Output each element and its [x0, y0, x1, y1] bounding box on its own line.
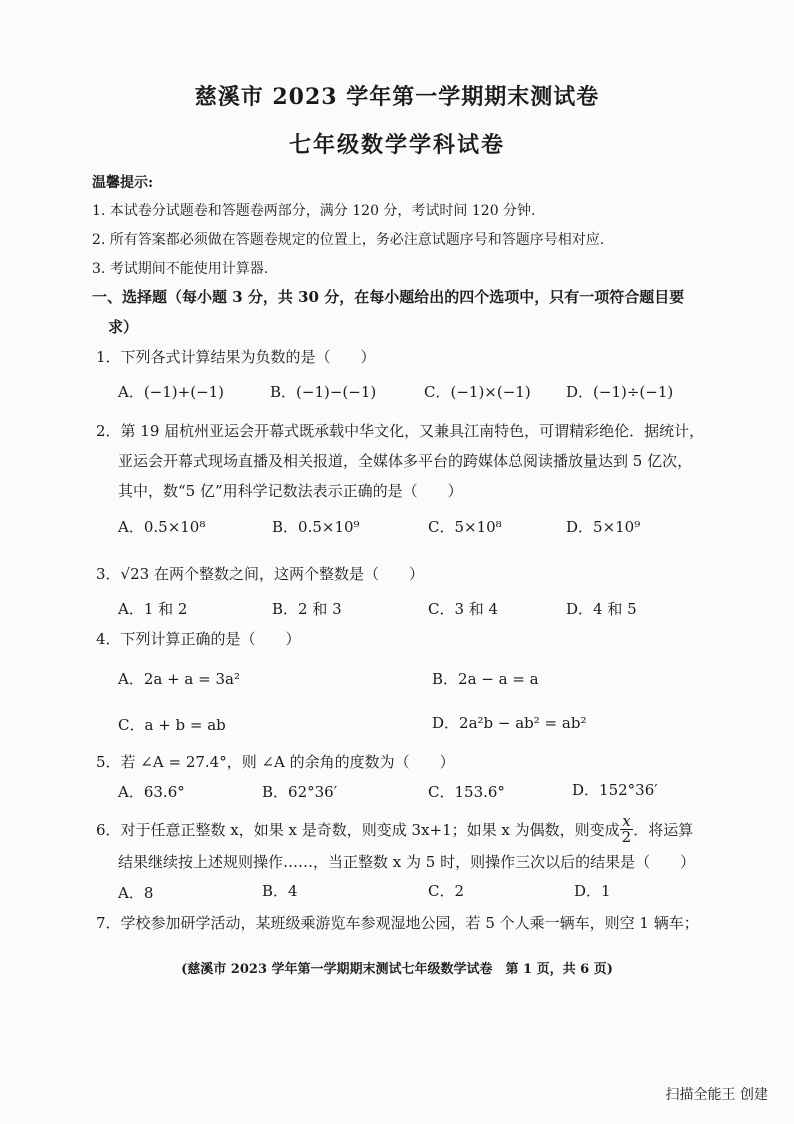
question-5-stem: 5．若 ∠A = 27.4°，则 ∠A 的余角的度数为（ ）: [96, 753, 455, 771]
q1-option-c: C．(−1)×(−1): [424, 383, 531, 401]
q2-option-b: B．0.5×10⁹: [272, 518, 360, 536]
question-6-stem: [96, 814, 693, 845]
q4-option-d: D．2a²b − ab² = ab²: [432, 714, 587, 732]
q2-option-c: C．5×10⁸: [428, 518, 502, 536]
question-2-stem-cont: 其中，数“5 亿”用科学记数法表示正确的是（ ）: [118, 482, 463, 500]
page-footer: (慈溪市 2023 学年第一学期期末测试七年级数学试卷 第 1 页，共 6 页): [181, 962, 613, 977]
q6-option-c: C．2: [428, 882, 465, 900]
fraction-denominator: 2: [621, 828, 632, 846]
question-3-stem: 3．√23 在两个整数之间，这两个整数是（ ）: [96, 565, 424, 583]
q6-stem-part1: 6．对于任意正整数 x，如果 x 是奇数，则变成 3x+1；如果 x 为偶数，则变成: [96, 821, 620, 839]
q1-option-a: A．(−1)+(−1): [118, 383, 225, 401]
question-2-stem-cont: 亚运会开幕式现场直播及相关报道，全媒体多平台的跨媒体总阅读播放量达到 5 亿次，: [118, 452, 693, 470]
q5-option-c: C．153.6°: [428, 783, 505, 801]
tip-item: 2. 所有答案都必须做在答题卷规定的位置上，务必注意试题序号和答题序号相对应.: [92, 232, 605, 248]
q1-option-d: D．(−1)÷(−1): [566, 383, 674, 401]
tips-heading: 温馨提示:: [92, 175, 154, 191]
section-heading: 一、选择题（每小题 3 分，共 30 分，在每小题给出的四个选项中，只有一项符合题目要: [92, 288, 685, 306]
q5-option-a: A．63.6°: [118, 783, 185, 801]
question-7-stem: 7．学校参加研学活动，某班级乘游览车参观湿地公园，若 5 个人乘一辆车，则空 1 辆车；: [96, 914, 699, 932]
question-2-stem: 2．第 19 届杭州亚运会开幕式既承载中华文化，又兼具江南特色，可谓精彩绝伦．据统计，: [96, 422, 705, 440]
q6-option-d: D．1: [574, 882, 611, 900]
q3-option-c: C．3 和 4: [428, 600, 499, 618]
exam-subtitle: 七年级数学学科试卷: [288, 132, 505, 158]
scanner-watermark: 扫描全能王 创建: [665, 1087, 768, 1103]
question-1-stem: 1．下列各式计算结果为负数的是（ ）: [96, 348, 376, 366]
section-heading-cont: 求）: [108, 318, 139, 336]
fraction-numerator: x: [620, 814, 634, 830]
exam-title: 慈溪市 2023 学年第一学期期末测试卷: [194, 84, 600, 110]
q2-option-a: A．0.5×10⁸: [118, 518, 206, 536]
q6-option-a: A．8: [118, 884, 154, 902]
fraction-x-over-2: [620, 814, 634, 845]
q6-option-b: B．4: [262, 882, 298, 900]
q6-stem-part2: ．将运算: [633, 821, 694, 839]
question-6-stem-cont: 结果继续按上述规则操作……，当正整数 x 为 5 时，则操作三次以后的结果是（ ）: [118, 853, 696, 871]
q3-option-b: B．2 和 3: [272, 600, 342, 618]
q5-option-b: B．62°36′: [262, 783, 338, 801]
q4-option-c: C．a + b = ab: [118, 716, 226, 734]
q3-option-d: D．4 和 5: [566, 600, 637, 618]
q3-option-a: A．1 和 2: [118, 600, 188, 618]
q5-option-d: D．152°36′: [572, 781, 658, 799]
tip-item: 1. 本试卷分试题卷和答题卷两部分，满分 120 分，考试时间 120 分钟.: [92, 203, 536, 219]
question-4-stem: 4．下列计算正确的是（ ）: [96, 630, 301, 648]
q4-option-a: A．2a + a = 3a²: [118, 670, 240, 688]
q4-option-b: B．2a − a = a: [432, 670, 539, 688]
q2-option-d: D．5×10⁹: [566, 518, 641, 536]
tip-item: 3. 考试期间不能使用计算器.: [92, 261, 269, 277]
q1-option-b: B．(−1)−(−1): [270, 383, 377, 401]
